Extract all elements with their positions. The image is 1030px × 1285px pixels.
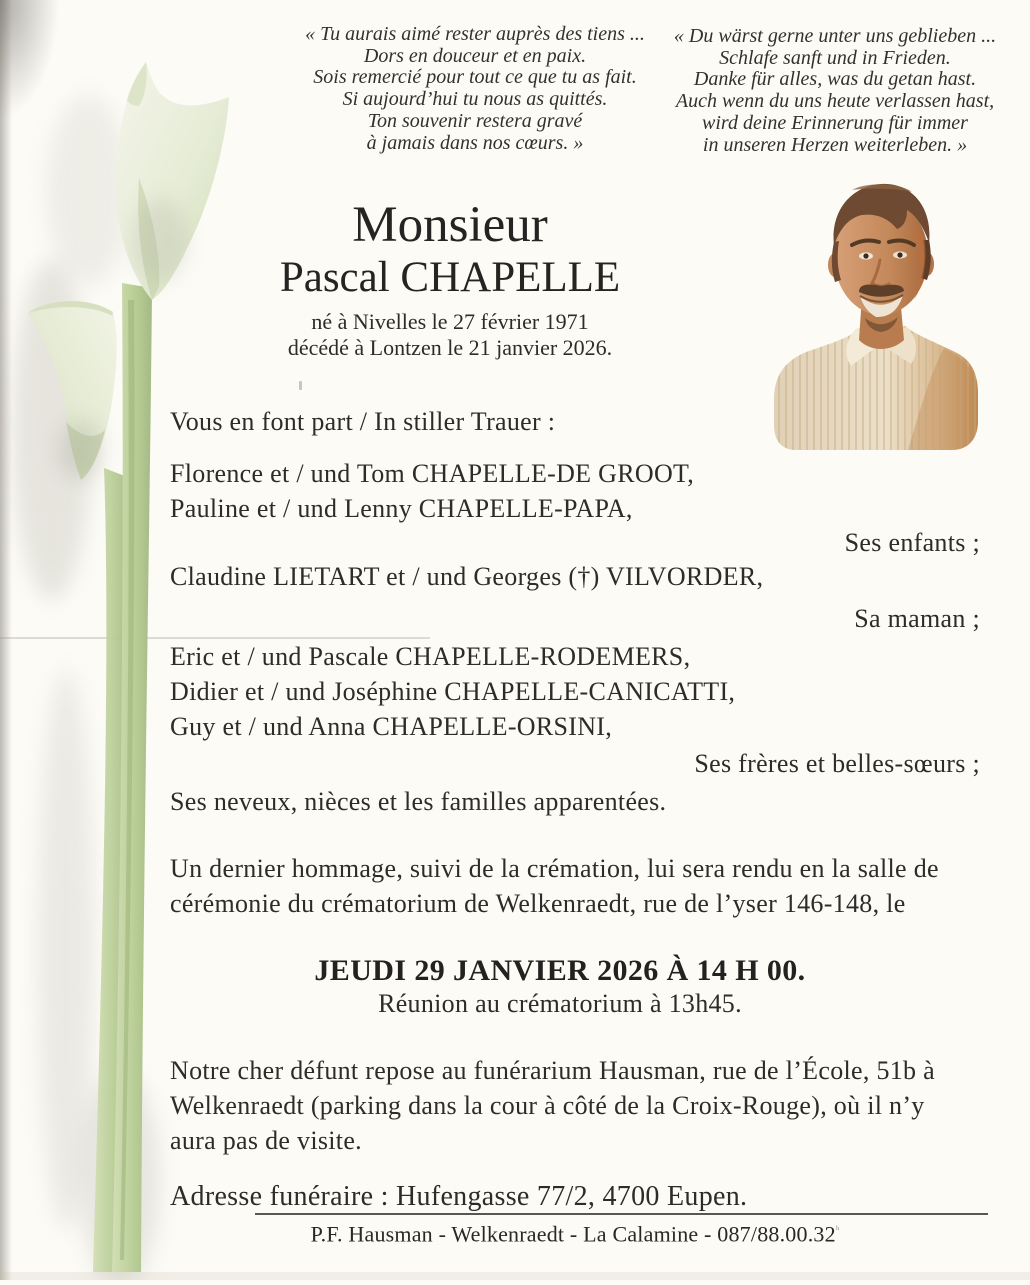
siblings-list <box>170 639 735 744</box>
poem-french-line: « Tu aurais aimé rester auprès des tiens ... <box>305 23 645 45</box>
poem-german-line: Schlafe sanft und in Frieden. <box>719 46 951 69</box>
siblings-line: Didier et / und Joséphine CHAPELLE-CANICATTI, <box>170 677 736 706</box>
ceremony-intro-line: Un dernier hommage, suivi de la crémation, lui sera rendu en la salle de <box>170 854 939 883</box>
poem-german-line: in unseren Herzen weiterleben. » <box>702 133 968 156</box>
funeral-home-line <box>170 1216 980 1248</box>
children-label: Ses enfants ; <box>844 528 980 557</box>
repose-line: Notre cher défunt repose au funérarium Hausman, rue de l’École, 51b à <box>170 1056 935 1085</box>
portrait-photo-svg <box>756 168 988 450</box>
poem-french <box>280 24 670 154</box>
scan-speck <box>299 381 302 390</box>
ceremony-meeting: Réunion au crématorium à 13h45. <box>378 989 742 1018</box>
funeral-home-text: P.F. Hausman - Welkenraedt - La Calamine - 087/88.00.32 <box>310 1221 836 1247</box>
poem-french-line: à jamais dans nos cœurs. » <box>366 131 584 154</box>
ceremony-datetime: JEUDI 29 JANVIER 2026 À 14 H 00. <box>314 954 806 987</box>
birth-line: né à Nivelles le 27 février 1971 <box>311 309 589 334</box>
death-line: décédé à Lontzen le 21 janvier 2026. <box>287 335 613 360</box>
poem-french-line: Si aujourd’hui tu nous as quittés. <box>342 88 608 111</box>
announcement-intro: Vous en font part / In stiller Trauer : <box>170 407 556 436</box>
relatives-line: Ses neveux, nièces et les familles apparentées. <box>170 787 667 816</box>
siblings-label: Ses frères et belles-sœurs ; <box>694 749 980 778</box>
poem-german-line: Auch wenn du uns heute verlassen hast, <box>675 90 995 113</box>
children-line: Florence et / und Tom CHAPELLE-DE GROOT, <box>170 459 695 488</box>
funeral-address: Adresse funéraire : Hufengasse 77/2, 4700 Eupen. <box>170 1181 748 1212</box>
poem-german <box>645 26 1025 156</box>
repose-paragraph <box>170 1053 935 1158</box>
scan-artifact-mark: ʰ <box>835 1224 840 1236</box>
poem-french-line: Sois remercié pour tout ce que tu as fait. <box>313 66 637 89</box>
deceased-name: Pascal CHAPELLE <box>279 254 621 301</box>
footer-rule <box>255 1213 988 1215</box>
repose-line: Welkenraedt (parking dans la cour à côté de la Croix-Rouge), où il n’y <box>170 1091 925 1120</box>
ceremony-intro-line: cérémonie du crématorium de Welkenraedt, rue de l’yser 146-148, le <box>170 889 906 918</box>
children-list <box>170 456 694 526</box>
poem-german-line: Danke für alles, was du getan hast. <box>693 68 977 91</box>
repose-line: aura pas de visite. <box>170 1126 362 1155</box>
mother-label: Sa maman ; <box>854 604 980 633</box>
poem-german-line: « Du wärst gerne unter uns geblieben ... <box>673 25 997 47</box>
poem-french-line: Ton souvenir restera gravé <box>367 109 583 132</box>
portrait-photo <box>756 168 988 450</box>
mother-line: Claudine LIETART et / und Georges (†) VILVORDER, <box>170 562 764 591</box>
siblings-line: Guy et / und Anna CHAPELLE-ORSINI, <box>170 712 613 741</box>
ceremony-intro <box>170 851 939 921</box>
poem-french-line: Dors en douceur et en paix. <box>363 44 587 67</box>
children-line: Pauline et / und Lenny CHAPELLE-PAPA, <box>170 494 633 523</box>
poem-german-line: wird deine Erinnerung für immer <box>702 111 968 134</box>
siblings-line: Eric et / und Pascale CHAPELLE-RODEMERS, <box>170 642 691 671</box>
deceased-title-block <box>150 197 750 361</box>
salutation: Monsieur <box>352 197 548 253</box>
